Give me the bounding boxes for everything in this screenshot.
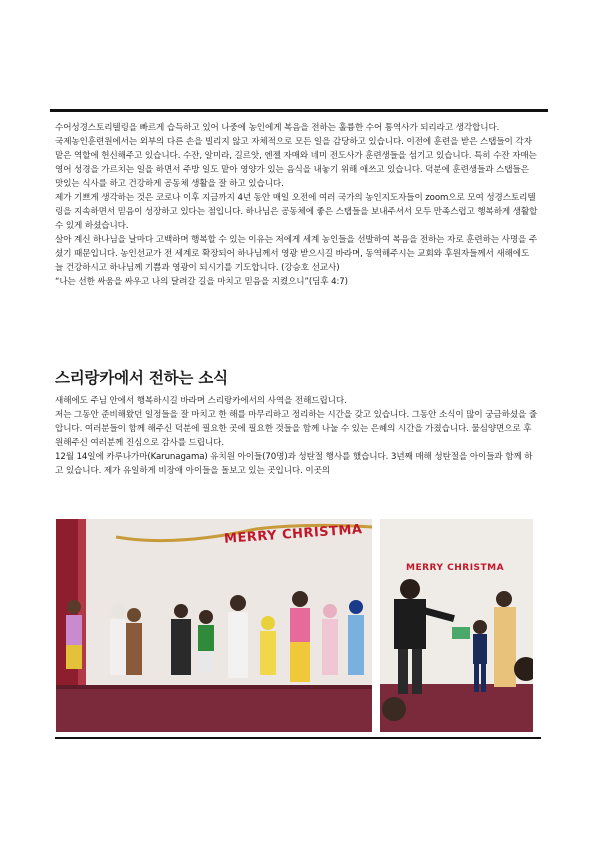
sri-lanka-news-text bbox=[55, 394, 539, 478]
christmas-banner: MERRY CHRISTMA bbox=[406, 563, 505, 573]
paragraph: 제가 기쁘게 생각하는 것은 코로나 이후 지금까지 4년 동안 매일 오전에 여러 국가의 농인지도자들이 zoom으로 모여 성경스토리텔링을 지속하면서 믿음이 성장하고 있다는 점입니다. 하나님은 공동체에 좋은 스탭들을 보내주셔서 모두 만족스럽고 행복하게 생활할 수 있게 하셨습니다. bbox=[55, 193, 538, 231]
gift-giving-photo bbox=[380, 519, 533, 732]
christmas-banner: MERRY CHRISTMA bbox=[223, 522, 363, 547]
section-heading: 스리랑카에서 전하는 소식 bbox=[55, 369, 228, 387]
section-continued-text bbox=[55, 121, 539, 289]
paragraph: 국제농인훈련원에서는 외부의 다른 손을 빌리지 않고 자체적으로 모든 일을 감당하고 있습니다. 이전에 훈련을 받은 스탭들이 각자 맡은 역할에 헌신해주고 있습니다. 수잔, 알미라, 길르앗, 엔젤 자매와 네미 전도사가 훈련생들을 섬기고 있습니다. 특히 수잔 자매는 영어 성경을 가르치는 일을 하면서 주방 일도 맡아 영양가 있는 음식을 내놓기 위해 애쓰고 있습니다. 덕분에 훈련생들과 스탭들은 맛있는 식사를 하고 건강하게 공동체 생활을 잘 하고 있습니다. bbox=[55, 137, 537, 189]
christmas-stage-photo bbox=[56, 519, 372, 732]
bible-verse-quote: “나는 선한 싸움을 싸우고 나의 달려갈 길을 마치고 믿음을 지켰으니”(딤후 4:7) bbox=[55, 277, 348, 287]
paragraph: 수어성경스토리텔링을 빠르게 습득하고 있어 나중에 농인에게 복음을 전하는 훌륭한 수어 통역사가 되리라고 생각합니다. bbox=[55, 123, 500, 133]
paragraph: 12월 14일에 카루나가마(Karunagama) 유치원 아이들(70명)과 성탄절 행사를 했습니다. 3년째 매해 성탄절을 아이들과 함께 하고 있습니다. 제가 유일하게 비장애 아이들을 돌보고 있는 곳입니다. 이곳의 bbox=[55, 452, 533, 476]
paragraph: 살아 계신 하나님을 날마다 고백하며 행복할 수 있는 이유는 저에게 세계 농인들을 선발하여 복음을 전하는 자로 훈련하는 사명을 주셨기 때문입니다. 농인선교가 전 세계로 확장되어 하나님께서 영광 받으시길 바라며, 동역해주시는 교회와 후원자들께서 새해에도 늘 건강하시고 하나님께 기쁨과 영광이 되시기를 기도합니다. (강승호 선교사) bbox=[55, 235, 538, 273]
gift-illustration bbox=[380, 519, 533, 732]
paragraph: 새해에도 주님 안에서 행복하시길 바라며 스리랑카에서의 사역을 전해드립니다. bbox=[55, 396, 347, 406]
bottom-rule bbox=[55, 737, 541, 739]
paragraph: 저는 그동안 준비해왔던 일정들을 잘 마치고 한 해를 마무리하고 정리하는 시간을 갖고 있습니다. 그동안 소식이 많이 궁금하셨을 줄 압니다. 여러분들이 함께 해주신 덕분에 필요한 곳에 필요한 것들을 함께 나눌 수 있는 은혜의 시간을 가졌습니다. 물심양면으로 후원해주신 여러분께 진심으로 감사를 드립니다. bbox=[55, 410, 538, 448]
top-rule bbox=[50, 109, 548, 112]
stage-illustration bbox=[56, 519, 372, 732]
